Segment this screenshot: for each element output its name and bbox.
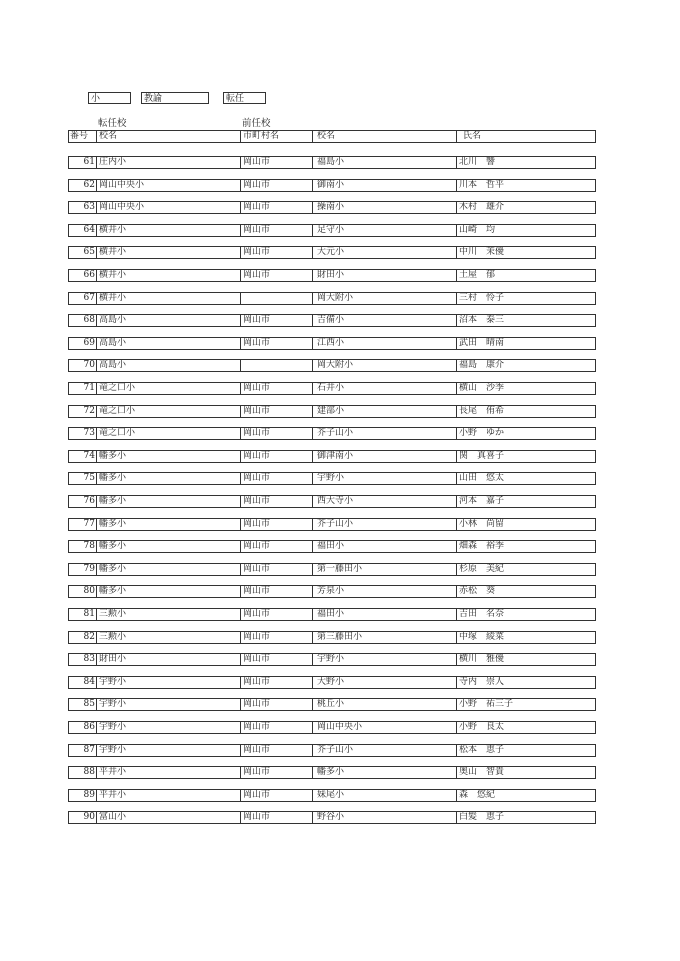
table-row [68,540,596,553]
cell-prev-school: 福島小 [313,157,457,168]
cell-no: 90 [69,812,97,823]
cell-name: 白髪 恵子 [459,812,505,823]
table-row [68,179,596,192]
cell-name: 吉田 名奈 [459,609,505,619]
cell-city: 岡山市 [241,157,313,168]
cell-school: 宇野小 [97,699,241,710]
cell-school: 幡多小 [97,473,241,484]
cell-school: 岡山中央小 [97,180,241,191]
cell-no: 77 [69,519,97,530]
cell-no: 84 [69,677,97,688]
cell-name: 小野 ゆか [459,428,505,439]
cell-city: 岡山市 [241,496,313,507]
table-row [68,698,596,711]
cell-school: 高島小 [97,360,241,371]
cell-no: 86 [69,722,97,733]
cell-name: 山田 悠太 [459,473,505,484]
cell-no: 79 [69,564,97,575]
cell-name: 河本 嘉子 [459,496,505,506]
cell-school: 幡多小 [97,586,241,597]
table-row [68,224,596,237]
cell-name: 福島 康介 [459,360,505,371]
cell-prev-school: 吉備小 [313,315,457,326]
cell-name: 武田 晴南 [459,337,505,348]
cell-city: 岡山市 [241,790,313,801]
cell-prev-school: 芥子山小 [313,428,457,439]
cell-prev-school: 妹尾小 [313,790,457,801]
cell-no: 62 [69,180,97,191]
cell-city: 岡山市 [241,315,313,326]
cell-prev-school: 足守小 [313,225,457,236]
transfer-type-field: 転任 [223,92,266,104]
cell-school: 幡多小 [97,564,241,575]
cell-city: 岡山市 [241,745,313,756]
cell-school: 庄内小 [97,157,241,168]
cell-school: 三勲小 [97,632,241,643]
cell-no: 72 [69,406,97,417]
cell-city: 岡山市 [241,722,313,733]
cell-name: 沼本 泰三 [459,315,505,326]
table-row [68,676,596,689]
cell-prev-school: 芥子山小 [313,745,457,756]
cell-school: 宇野小 [97,722,241,733]
cell-school: 三勲小 [97,609,241,620]
table-row [68,631,596,644]
level-field: 小 [88,92,131,104]
cell-school: 岡山中央小 [97,202,241,213]
table-row [68,563,596,576]
cell-school: 高島小 [97,338,241,349]
cell-school: 富山小 [97,812,241,823]
cell-city: 岡山市 [241,383,313,394]
cell-prev-school: 江西小 [313,338,457,349]
cell-school: 幡多小 [97,519,241,530]
cell-prev-school: 岡大附小 [313,360,457,371]
header-school: 校名 [97,131,241,142]
cell-prev-school: 第三藤田小 [313,632,457,643]
cell-city: 岡山市 [241,451,313,462]
cell-no: 67 [69,293,97,304]
cell-no: 61 [69,157,97,168]
cell-no: 88 [69,767,97,778]
cell-name: 小林 尚留 [459,518,505,529]
table-row [68,405,596,418]
cell-city: 岡山市 [241,564,313,575]
cell-name: 山崎 均 [459,224,496,235]
cell-name: 土屋 郁 [459,270,496,280]
cell-city: 岡山市 [241,541,313,552]
cell-no: 81 [69,609,97,620]
cell-city: 岡山市 [241,202,313,213]
cell-prev-school: 御南小 [313,180,457,191]
cell-school: 横井小 [97,293,241,304]
cell-prev-school: 第一藤田小 [313,564,457,575]
cell-no: 71 [69,383,97,394]
cell-city: 岡山市 [241,677,313,688]
cell-city: 岡山市 [241,519,313,530]
cell-city: 岡山市 [241,812,313,823]
cell-school: 横井小 [97,247,241,258]
table-row [68,495,596,508]
cell-prev-school: 福田小 [313,541,457,552]
cell-name: 松本 恵子 [459,744,505,755]
cell-city: 岡山市 [241,338,313,349]
table-row [68,608,596,621]
position-field: 教諭 [141,92,209,104]
header-no: 番号 [69,131,97,142]
cell-no: 82 [69,632,97,643]
cell-no: 68 [69,315,97,326]
table-row [68,201,596,214]
cell-no: 85 [69,699,97,710]
cell-no: 70 [69,360,97,371]
cell-name: 木村 雄介 [459,202,505,213]
cell-no: 74 [69,451,97,462]
cell-school: 高島小 [97,315,241,326]
cell-school: 横井小 [97,270,241,281]
cell-prev-school: 石井小 [313,383,457,394]
cell-prev-school: 幡多小 [313,767,457,778]
cell-prev-school: 操南小 [313,202,457,213]
group-label-prev-school: 前任校 [242,118,271,129]
cell-no: 64 [69,225,97,236]
table-row [68,246,596,259]
table-row [68,427,596,440]
cell-city: 岡山市 [241,428,313,439]
cell-school: 財田小 [97,654,241,665]
header-prev-school: 校名 [313,131,457,142]
cell-prev-school: 野谷小 [313,812,457,823]
table-row [68,721,596,734]
table-row [68,744,596,757]
cell-prev-school: 建部小 [313,406,457,417]
cell-no: 83 [69,654,97,665]
table-row [68,472,596,485]
cell-name: 小野 祐三子 [459,699,514,710]
table-row [68,653,596,666]
table-row [68,766,596,779]
cell-no: 73 [69,428,97,439]
table-row [68,585,596,598]
cell-name: 畑森 裕季 [459,541,505,552]
cell-name: 川本 哲平 [459,179,505,190]
table-row [68,382,596,395]
cell-city [241,360,313,371]
cell-school: 竜之口小 [97,428,241,439]
cell-school: 宇野小 [97,677,241,688]
cell-name: 横川 雅優 [459,654,505,665]
table-row [68,269,596,282]
cell-city: 岡山市 [241,699,313,710]
cell-school: 竜之口小 [97,383,241,394]
table-row [68,292,596,305]
cell-prev-school: 岡山中央小 [313,722,457,733]
cell-name: 奥山 智貴 [459,767,505,778]
cell-prev-school: 財田小 [313,270,457,281]
cell-city: 岡山市 [241,767,313,778]
cell-no: 87 [69,745,97,756]
cell-prev-school: 福田小 [313,609,457,620]
cell-city: 岡山市 [241,225,313,236]
cell-name: 寺内 崇人 [459,676,505,687]
cell-prev-school: 宇野小 [313,654,457,665]
cell-name: 三村 怜子 [459,292,505,303]
group-label-new-school: 転任校 [98,118,127,129]
cell-school: 幡多小 [97,451,241,462]
cell-prev-school: 大野小 [313,677,457,688]
cell-prev-school: 芳泉小 [313,586,457,597]
cell-school: 幡多小 [97,496,241,507]
cell-name: 北川 響 [459,157,496,167]
cell-name: 森 悠紀 [459,789,496,800]
header-name: 氏名 [463,131,482,141]
cell-name: 杉原 美紀 [459,563,505,574]
cell-prev-school: 宇野小 [313,473,457,484]
cell-prev-school: 御津南小 [313,451,457,462]
cell-prev-school: 岡大附小 [313,293,457,304]
table-row [68,156,596,169]
table-row [68,518,596,531]
cell-prev-school: 西大寺小 [313,496,457,507]
table-row [68,337,596,350]
cell-prev-school: 芥子山小 [313,519,457,530]
cell-city: 岡山市 [241,632,313,643]
cell-school: 平井小 [97,790,241,801]
cell-city: 岡山市 [241,473,313,484]
table-row [68,789,596,802]
cell-city: 岡山市 [241,406,313,417]
cell-city [241,293,313,304]
cell-city: 岡山市 [241,180,313,191]
cell-no: 65 [69,247,97,258]
cell-city: 岡山市 [241,270,313,281]
cell-school: 竜之口小 [97,406,241,417]
table-row [68,314,596,327]
cell-school: 横井小 [97,225,241,236]
cell-prev-school: 大元小 [313,247,457,258]
cell-name: 関 真喜子 [459,450,505,461]
cell-name: 中川 茉優 [459,247,505,258]
cell-prev-school: 桃丘小 [313,699,457,710]
cell-city: 岡山市 [241,654,313,665]
cell-school: 宇野小 [97,745,241,756]
table-row [68,450,596,463]
cell-school: 幡多小 [97,541,241,552]
header-city: 市町村名 [241,131,313,142]
table-header [68,130,596,143]
cell-city: 岡山市 [241,586,313,597]
cell-city: 岡山市 [241,247,313,258]
cell-no: 66 [69,270,97,281]
cell-name: 赤松 葵 [459,586,496,597]
cell-city: 岡山市 [241,609,313,620]
table-row [68,811,596,824]
cell-no: 63 [69,202,97,213]
cell-name: 小野 良太 [459,722,505,732]
cell-name: 横山 沙季 [459,383,505,393]
cell-name: 中塚 綾菜 [459,631,505,642]
cell-no: 78 [69,541,97,552]
table-row [68,359,596,372]
cell-no: 80 [69,586,97,597]
cell-no: 76 [69,496,97,507]
cell-no: 69 [69,338,97,349]
cell-name: 長尾 侑希 [459,405,505,416]
cell-school: 平井小 [97,767,241,778]
cell-no: 89 [69,790,97,801]
cell-no: 75 [69,473,97,484]
